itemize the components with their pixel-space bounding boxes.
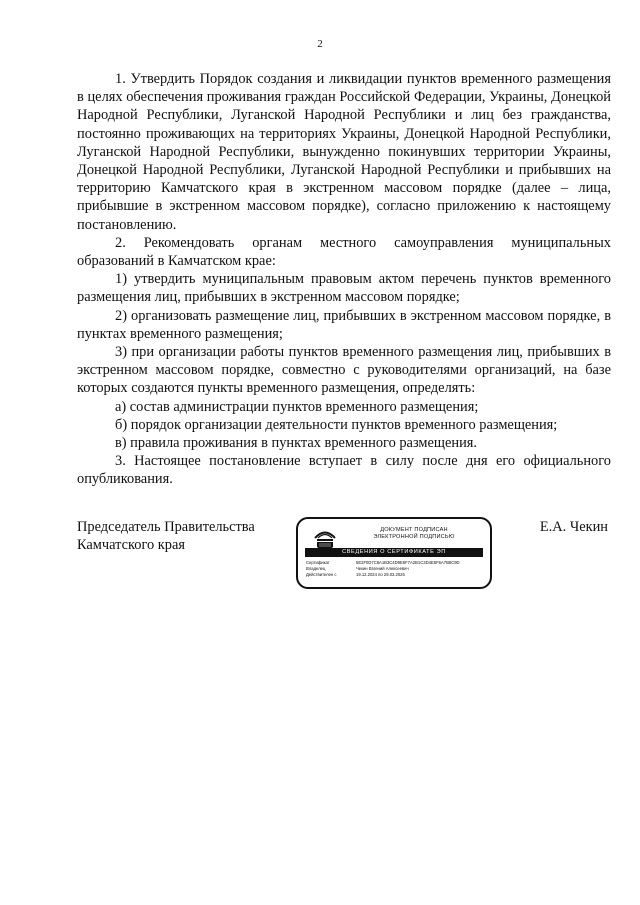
stamp-row-value: Чекин Евгений Алексеевич [356,566,409,571]
stamp-row-key: Владелец [306,566,326,571]
stamp-row-key: Действителен с [306,572,337,577]
stamp-title-line-2: ЭЛЕКТРОННОЙ ПОДПИСЬЮ [373,534,455,540]
stamp-title [346,527,482,541]
signatory-position-line-1: Председатель Правительства [77,519,255,535]
paragraph-3: 3. Настоящее постановление вступает в силу после дня его официального опубликования. [77,453,611,488]
signatory-position [77,518,255,554]
stamp-row-key: Сертификат [306,560,330,565]
paragraph-2-item-3-a: а) состав администрации пунктов временного размещения; [115,398,479,415]
stamp-title-line-1: ДОКУМЕНТ ПОДПИСАН [380,527,448,533]
page-number: 2 [317,38,323,50]
paragraph-2-item-1: 1) утвердить муниципальным правовым актом перечень пунктов временного размещения лиц, прибывших в экстренном массовом порядке; [77,271,611,306]
paragraph-2-item-3: 3) при организации работы пунктов временного размещения лиц, прибывших в экстренном массовом порядке, совместно с руководителями организаций, на базе которых создаются пункты временного размещения, определять: [77,344,611,397]
paragraph-2-item-2: 2) организовать размещение лиц, прибывших в экстренном массовом порядке, в пунктах временного размещения; [77,307,611,342]
stamp-row-value: 5E2F0D7C8A1B3C4D9E6F7A2B1C3D4E5F6A7B8C9D [356,560,460,565]
stamp-certificate-header: СВЕДЕНИЯ О СЕРТИФИКАТЕ ЭП [305,548,483,557]
signatory-position-line-2: Камчатского края [77,537,185,554]
document-body [77,70,611,489]
paragraph-2: 2. Рекомендовать органам местного самоуправления муниципальных образований в Камчатском крае: [77,234,611,270]
paragraph-2-item-3-c: в) правила проживания в пунктах временного размещения. [115,435,478,452]
stamp-certificate-details [306,560,484,578]
stamp-row-value: 19.12.2024 по 29.03.2026 [356,572,405,577]
paragraph-1: 1. Утвердить Порядок создания и ликвидации пунктов временного размещения в целях обеспечения проживания граждан Российской Федерации, Украины, Донецкой Народной Республики, Луганской Народной Республики и лиц без гражданства, постоянно проживающих на территориях Украины, Донецкой Народной Республики, Луганской Народной Республики, вынужденно покинувших территории Украины, Донецкой Народной Республики, Луганской Народной Республики и прибывших на территорию Камчатского края в экстренном массовом порядке (далее – лица, прибывшие в экстренном массовом порядке), согласно приложению к настоящему постановлению. [77,71,611,233]
stamp-row-validity [306,572,484,578]
signatory-name: Е.А. Чекин [539,519,608,535]
paragraph-2-item-3-b: б) порядок организации деятельности пунктов временного размещения; [115,416,558,433]
electronic-signature-stamp [296,517,492,589]
